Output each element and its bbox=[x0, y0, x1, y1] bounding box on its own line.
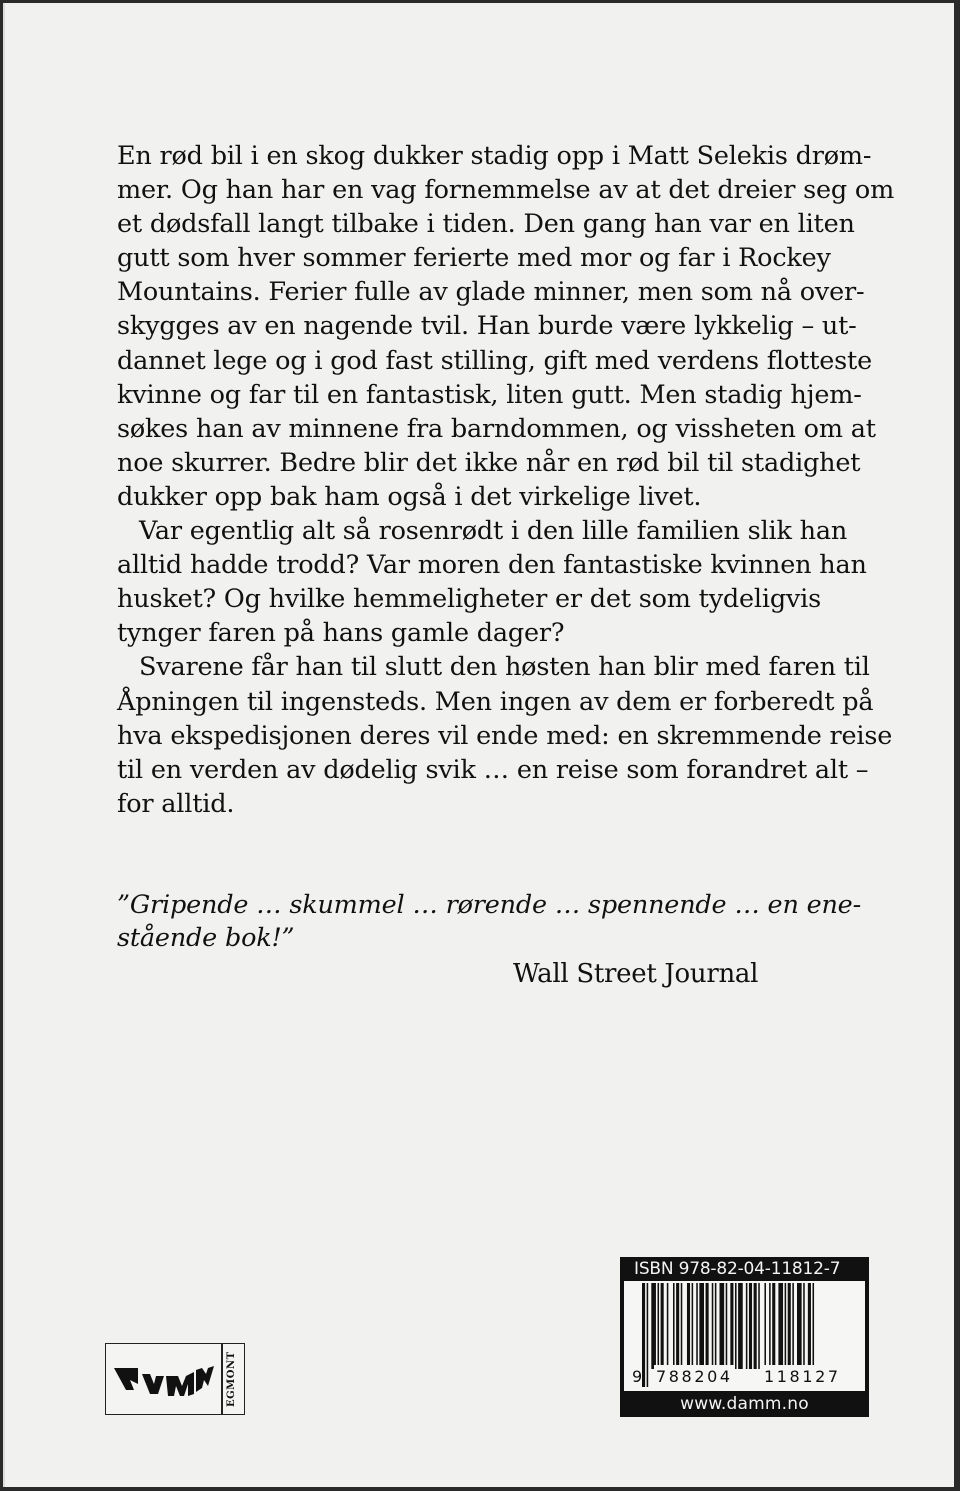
logo-divider bbox=[221, 1344, 223, 1414]
barcode-bar bbox=[687, 1283, 690, 1369]
blurb-line: dannet lege og i god fast stilling, gift med verdens flotteste bbox=[117, 345, 872, 376]
barcode-bar bbox=[673, 1283, 675, 1369]
barcode-bar bbox=[667, 1283, 669, 1369]
quote-source: Wall Street Journal bbox=[513, 959, 759, 989]
isbn-label: ISBN 978-82-04-11812-7 bbox=[634, 1259, 841, 1279]
blurb-line: Svarene får han til slutt den høsten han blir med faren til bbox=[139, 652, 870, 683]
barcode bbox=[624, 1281, 865, 1391]
blurb-line: hva ekspedisjonen deres vil ende med: en skremmende reise bbox=[117, 720, 893, 751]
barcode-bar bbox=[696, 1283, 698, 1369]
barcode-bar bbox=[808, 1283, 811, 1369]
barcode-bar bbox=[661, 1283, 664, 1369]
blurb-line: tynger faren på hans gamle dager? bbox=[117, 618, 565, 649]
barcode-bar bbox=[715, 1283, 717, 1369]
barcode-bar bbox=[803, 1283, 805, 1369]
barcode-right-digits: 118127 bbox=[762, 1365, 843, 1389]
barcode-bar bbox=[735, 1283, 737, 1369]
blurb-line: til en verden av dødelig svik … en reise som forandret alt – bbox=[117, 754, 869, 785]
blurb-line: dukker opp bak ham også i det virkelige livet. bbox=[117, 481, 702, 512]
barcode-bar bbox=[676, 1283, 679, 1369]
publisher-group-label: EGMONT bbox=[226, 1351, 237, 1407]
barcode-bar bbox=[706, 1283, 709, 1369]
barcode-bar bbox=[681, 1283, 683, 1369]
barcode-bar bbox=[754, 1283, 757, 1369]
barcode-bar bbox=[792, 1283, 794, 1369]
barcode-left-digits: 788204 bbox=[654, 1365, 735, 1389]
barcode-bar bbox=[785, 1283, 787, 1369]
blurb-line: husket? Og hvilke hemmeligheter er det som tydeligvis bbox=[117, 584, 821, 615]
barcode-bar bbox=[726, 1283, 728, 1369]
blurb-line: kvinne og far til en fantastisk, liten gutt. Men stadig hjem- bbox=[117, 379, 862, 410]
barcode-bar bbox=[797, 1283, 802, 1369]
barcode-bar bbox=[764, 1283, 766, 1369]
barcode-bar bbox=[778, 1283, 783, 1369]
review-quote bbox=[117, 889, 877, 955]
barcode-bar bbox=[699, 1283, 704, 1369]
barcode-bar bbox=[712, 1283, 714, 1369]
quote-line-1: ”Gripende … skummel … rørende … spennende … en ene- bbox=[117, 890, 861, 920]
quote-line-2: stående bok!” bbox=[117, 923, 295, 953]
blurb-line: for alltid. bbox=[117, 788, 235, 819]
blurb-line: alltid hadde trodd? Var moren den fantastiske kvinnen han bbox=[117, 550, 867, 581]
barcode-bar bbox=[769, 1283, 771, 1369]
publisher-logo bbox=[105, 1343, 245, 1415]
blurb-line: søkes han av minnene fra barndommen, og vissheten om at bbox=[117, 413, 876, 444]
blurb-line: Åpningen til ingensteds. Men ingen av dem er forberedt på bbox=[117, 686, 874, 717]
publisher-logo-text bbox=[112, 1352, 216, 1408]
barcode-bar bbox=[658, 1283, 660, 1369]
barcode-bar bbox=[720, 1283, 725, 1369]
blurb-line: mer. Og han har en vag fornemmelse av at det dreier seg om bbox=[117, 175, 895, 206]
blurb-line: skygges av en nagende tvil. Han burde være lykkelig – ut- bbox=[117, 311, 857, 342]
barcode-bar bbox=[788, 1283, 791, 1369]
barcode-bar bbox=[651, 1283, 656, 1369]
blurb-line: Var egentlig alt så rosenrødt i den lille familien slik han bbox=[139, 516, 848, 547]
blurb-line: noe skurrer. Bedre blir det ikke når en rød bil til stadighet bbox=[117, 447, 861, 478]
barcode-bar bbox=[758, 1283, 760, 1369]
blurb-line: et dødsfall langt tilbake i tiden. Den gang han var en liten bbox=[117, 209, 855, 240]
barcode-first-digit: 9 bbox=[632, 1367, 643, 1386]
book-back-cover bbox=[3, 3, 954, 1487]
barcode-digits bbox=[624, 1365, 865, 1389]
blurb-line: En rød bil i en skog dukker stadig opp i Matt Selekis drøm- bbox=[117, 141, 872, 171]
blurb-line: gutt som hver sommer ferierte med mor og far i Rockey bbox=[117, 243, 831, 274]
barcode-bar bbox=[692, 1283, 694, 1369]
isbn-barcode-block bbox=[620, 1257, 869, 1417]
barcode-bar bbox=[746, 1283, 748, 1369]
publisher-url: www.damm.no bbox=[680, 1394, 809, 1414]
barcode-bar bbox=[749, 1283, 752, 1369]
blurb-text bbox=[117, 139, 895, 821]
blurb-line: Mountains. Ferier fulle av glade minner, men som nå over- bbox=[117, 277, 865, 308]
barcode-bar bbox=[738, 1283, 743, 1369]
barcode-bar bbox=[772, 1283, 775, 1369]
